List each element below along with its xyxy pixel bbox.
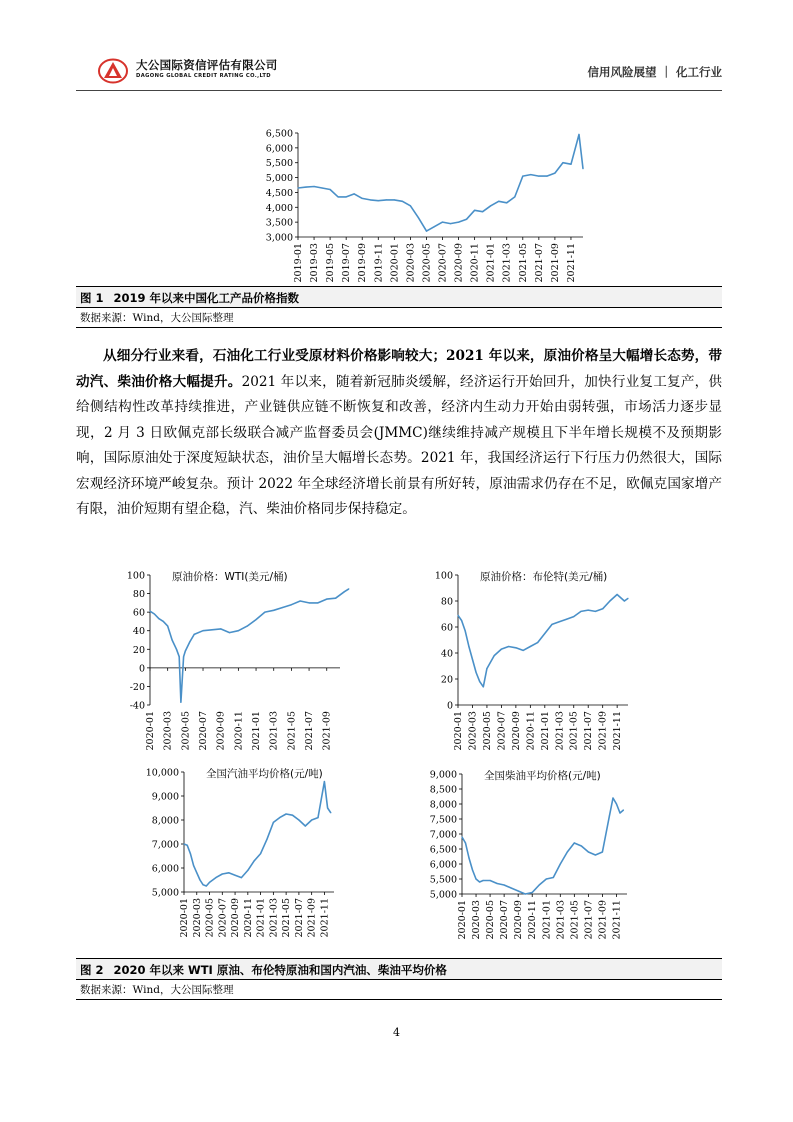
diesel-xtick-label: 2020-09 [513,900,525,940]
wti-data-point [167,626,168,627]
brent-data-point [515,647,516,648]
brent-data-point [595,611,596,612]
gasoline-data-point [187,845,188,846]
chem-xtick-label: 2019-03 [309,243,321,283]
brent-xtick-label: 2021-01 [539,711,551,751]
wti-data-point [172,639,173,640]
chem-data-point [522,176,523,177]
wti-xtick-label: 2021-09 [321,711,333,751]
diesel-xtick-label: 2020-11 [527,900,539,940]
wti-xtick-label: 2020-03 [162,711,174,751]
diesel-data-point [619,812,620,813]
brent-ytick-label: 100 [434,570,453,582]
chem-xtick-label: 2021-03 [501,243,513,283]
diesel-data-point [581,845,582,846]
brent-data-point [530,646,531,647]
gasoline-xtick-label: 2020-07 [217,898,229,938]
chem-data-point [297,187,298,188]
wti-ytick-label: 60 [132,607,145,619]
chem-data-point [305,187,306,188]
gasoline-ytick-label: 7,000 [151,839,179,851]
wti-data-point [348,588,349,589]
gasoline-xtick-label: 2020-11 [242,898,254,938]
diesel-data-point [511,887,512,888]
brent-xtick-label: 2020-07 [496,711,508,751]
chem-data-point [582,168,583,169]
chem-data-point [386,199,387,200]
wti-ytick-label: 100 [126,570,145,582]
wti-data-point [264,612,265,613]
diesel-data-point [539,884,540,885]
body-text: 2021 年以来，随着新冠肺炎缓解，经济运行开始回升，加快行业复工复产，供给侧结构性改革持续推进，产业链供应链不断恢复和改善，经济内生动力开始由弱转强，市场活力逐步显现，2 月 3 日欧佩克部长级联合减产监督委员会(JMMC)继续维持减产规模且下半年增长规模不及预期影响，国际原油处于深度短缺状态，油价呈大幅增长态势。2021 年，我国经济运行下行压力仍然很大，国际宏观经济环境严峻复杂。预计 2022 年全球经济增长前景有所好转，原油需求仍存在不足，欧佩克国家增产有限，油价短期有望企稳，汽、柴油价格同步保持稳定。 [76,373,723,517]
brent-xtick-label: 2020-01 [453,711,464,751]
brent-data-point [573,616,574,617]
brent-data-point [559,621,560,622]
gasoline-ytick-label: 6,000 [151,863,179,875]
diesel-ytick-label: 7,500 [429,814,457,826]
chem-data-point [370,199,371,200]
chem-xtick-label: 2021-11 [565,243,577,283]
gasoline-xtick-label: 2021-07 [293,898,305,938]
chem-data-point [570,164,571,165]
body-bold-lead: 从细分行业来看，石油化工行业受原材料价格影响较大；2021 年以来，原油价格呈大幅增长态势，带动汽、柴油价格大幅提升。 [76,348,722,390]
brent-data-point [627,598,628,599]
wti-data-point [317,602,318,603]
diesel-xtick-label: 2021-03 [555,900,567,940]
gasoline-data-point [235,875,236,876]
brent-data-point [566,619,567,620]
wti-xtick-label: 2020-11 [233,711,245,751]
gasoline-series-line [184,782,331,886]
diesel-data-point [602,851,603,852]
brent-ytick-label: 60 [440,622,453,634]
gasoline-data-point [266,839,267,840]
wti-data-point [180,702,181,703]
chem-data-point [426,231,427,232]
chem-xtick-label: 2021-05 [517,243,529,283]
chem-xtick-label: 2019-05 [325,243,337,283]
brent-xtick-label: 2021-05 [568,711,580,751]
chem-xtick-label: 2020-01 [389,243,401,283]
gasoline-xtick-label: 2021-03 [268,898,280,938]
gasoline-data-point [199,879,200,880]
diesel-ytick-label: 9,000 [429,769,457,781]
brent-data-point [624,600,625,601]
wti-xtick-label: 2020-01 [145,711,156,751]
brent-data-point [501,649,502,650]
chem-data-point [506,202,507,203]
gasoline-data-point [317,817,318,818]
chem-ytick-label: 6,000 [265,143,293,155]
wti-xtick-label: 2020-09 [215,711,227,751]
gasoline-data-point [247,870,248,871]
diesel-xtick-label: 2021-01 [541,900,553,940]
diesel-data-point [518,890,519,891]
diesel-data-point [472,869,473,870]
chem-data-point [458,222,459,223]
brent-data-point [544,633,545,634]
chem-ytick-label: 5,000 [265,173,293,185]
wti-data-point [273,610,274,611]
gasoline-ytick-label: 8,000 [151,815,179,827]
diesel-xtick-label: 2021-11 [611,900,623,940]
diesel-data-point [595,854,596,855]
chem-xtick-label: 2021-07 [533,243,545,283]
chem-xtick-label: 2020-07 [437,243,449,283]
gasoline-ytick-label: 5,000 [151,887,179,899]
chem-xtick-label: 2020-03 [405,243,417,283]
gasoline-data-point [292,815,293,816]
gasoline-ytick-label: 9,000 [151,791,179,803]
chem-xtick-label: 2020-05 [421,243,433,283]
gasoline-xtick-label: 2020-05 [204,898,216,938]
brent-xtick-label: 2020-05 [481,711,493,751]
chem-data-point [474,210,475,211]
chem-data-point [354,193,355,194]
chem-data-point [322,187,323,188]
brent-data-point [457,615,458,616]
gasoline-xtick-label: 2021-01 [255,898,267,938]
brent-xtick-label: 2020-09 [510,711,522,751]
gasoline-data-point [196,872,197,873]
gasoline-data-point [206,885,207,886]
chem-data-point [434,226,435,227]
chem-price-index-chart [250,125,610,285]
gasoline-data-point [311,819,312,820]
gasoline-data-point [305,825,306,826]
gasoline-chart-title: 全国汽油平均价格(元/吨) [206,768,323,780]
gasoline-data-point [241,877,242,878]
wti-data-point [158,618,159,619]
brent-data-point [523,650,524,651]
gasoline-data-point [190,853,191,854]
brent-data-point [461,620,462,621]
chem-data-point [418,217,419,218]
report-section-label: 信用风险展望 ｜ 化工行业 [587,65,722,79]
diesel-data-point [612,797,613,798]
chem-data-point [530,174,531,175]
diesel-data-point [468,857,469,858]
chem-ytick-label: 3,000 [265,232,293,244]
brent-xtick-label: 2020-11 [525,711,537,751]
diesel-xtick-label: 2021-07 [583,900,595,940]
gasoline-xtick-label: 2020-09 [230,898,242,938]
diesel-data-point [490,880,491,881]
gasoline-data-point [193,865,194,866]
diesel-ytick-label: 5,500 [429,874,457,886]
chem-ytick-label: 4,000 [265,202,293,214]
brent-data-point [486,668,487,669]
wti-data-point [255,619,256,620]
brent-xtick-label: 2021-07 [583,711,595,751]
diesel-data-point [504,884,505,885]
brent-data-point [580,611,581,612]
chem-data-point [338,196,339,197]
wti-ytick-label: 0 [138,663,145,675]
brent-ytick-label: 0 [446,700,453,712]
wti-ytick-label: -40 [129,700,145,712]
brent-data-point [479,681,480,682]
brent-data-point [551,624,552,625]
wti-data-point [229,632,230,633]
diesel-data-point [532,892,533,893]
gasoline-data-point [254,860,255,861]
chem-data-point [346,196,347,197]
chem-data-point [498,201,499,202]
gasoline-data-point [203,884,204,885]
diesel-data-point [574,842,575,843]
wti-data-point [185,651,186,652]
gasoline-xtick-label: 2021-05 [281,898,293,938]
chem-data-point [330,189,331,190]
diesel-ytick-label: 6,500 [429,844,457,856]
chem-ytick-label: 6,500 [265,128,293,140]
diesel-xtick-label: 2020-07 [499,900,511,940]
chem-xtick-label: 2020-11 [469,243,481,283]
brent-data-point [494,655,495,656]
chem-data-point [378,200,379,201]
brent-data-point [468,646,469,647]
brent-data-point [472,659,473,660]
wti-data-point [291,604,292,605]
chem-ytick-label: 5,500 [265,158,293,170]
figure1-source: 数据来源：Wind，大公国际整理 [76,308,722,328]
chem-xtick-label: 2020-09 [453,243,465,283]
chem-data-point [546,176,547,177]
figure2-title: 2020 年以来 WTI 原油、布伦特原油和国内汽油、柴油平均价格 [113,963,447,977]
wti-data-point [309,602,310,603]
wti-data-point [220,628,221,629]
figure1-label: 图 1 [80,291,104,305]
gasoline-data-point [298,819,299,820]
brent-data-point [617,594,618,595]
gasoline-data-point [327,807,328,808]
figure2-source: 数据来源：Wind，大公国际整理 [76,980,722,1000]
diesel-xtick-label: 2020-05 [485,900,497,940]
gasoline-data-point [183,843,184,844]
wti-ytick-label: 40 [132,626,145,638]
figure1-caption [76,286,722,308]
diesel-data-point [567,851,568,852]
wti-xtick-label: 2021-05 [286,711,298,751]
chem-data-point [362,198,363,199]
chem-series-line [298,135,583,232]
dagong-logo-icon [98,58,128,84]
gasoline-ytick-label: 10,000 [145,767,179,779]
gasoline-data-point [330,812,331,813]
diesel-data-point [475,878,476,879]
chem-data-point [490,205,491,206]
wti-data-point [344,591,345,592]
diesel-xtick-label: 2020-03 [471,900,483,940]
gasoline-data-point [273,822,274,823]
body-paragraph [76,344,722,523]
chem-xtick-label: 2019-01 [293,243,304,283]
diesel-data-point [588,851,589,852]
diesel-chart-title: 全国柴油平均价格(元/吨) [484,770,601,782]
page-number: 4 [393,1026,400,1039]
diesel-data-point [616,803,617,804]
gasoline-data-point [215,877,216,878]
chem-ytick-label: 3,500 [265,217,293,229]
gasoline-xtick-label: 2021-11 [319,898,331,938]
figure1-title: 2019 年以来中国化工产品价格指数 [113,291,300,305]
gasoline-xtick-label: 2020-03 [191,898,203,938]
chem-data-point [466,219,467,220]
wti-chart-title: 原油价格：WTI(美元/桶) [172,571,288,583]
gasoline-data-point [228,872,229,873]
chem-ytick-label: 4,500 [265,187,293,199]
chem-data-point [410,205,411,206]
wti-ytick-label: 20 [132,644,145,656]
chem-data-point [514,196,515,197]
brent-data-point [609,600,610,601]
wti-xtick-label: 2021-03 [268,711,280,751]
wti-data-point [149,611,150,612]
diesel-data-point [553,877,554,878]
brent-oil-price-chart [412,565,672,765]
gasoline-data-point [222,873,223,874]
gasoline-data-point [260,853,261,854]
diesel-ytick-label: 5,000 [429,889,457,901]
diesel-data-point [479,881,480,882]
chem-data-point [482,211,483,212]
brent-data-point [465,630,466,631]
chem-data-point [538,176,539,177]
diesel-xtick-label: 2021-05 [569,900,581,940]
chem-xtick-label: 2019-09 [357,243,369,283]
company-name-cn: 大公国际资信评估有限公司 [136,58,278,72]
wti-data-point [238,630,239,631]
diesel-data-point [560,863,561,864]
brent-xtick-label: 2021-11 [612,711,624,751]
brent-chart-title: 原油价格：布伦特(美元/桶) [480,571,608,583]
diesel-data-point [609,815,610,816]
wti-data-point [202,630,203,631]
brent-ytick-label: 20 [440,674,453,686]
wti-data-point [183,656,184,657]
wti-data-point [179,656,180,657]
chem-data-point [562,162,563,163]
wti-series-line [150,589,349,702]
gasoline-data-point [324,781,325,782]
gasoline-data-point [279,817,280,818]
diesel-data-point [525,893,526,894]
chem-xtick-label: 2019-11 [373,243,385,283]
brent-data-point [602,608,603,609]
chem-xtick-label: 2019-07 [341,243,353,283]
wti-ytick-label: -20 [129,681,145,693]
brent-data-point [588,610,589,611]
diesel-data-point [497,883,498,884]
diesel-ytick-label: 7,000 [429,829,457,841]
figure2-label: 图 2 [80,963,104,977]
page-header [76,48,722,90]
brent-data-point [537,642,538,643]
diesel-ytick-label: 6,000 [429,859,457,871]
diesel-data-point [483,880,484,881]
wti-data-point [189,641,190,642]
brent-data-point [476,672,477,673]
wti-xtick-label: 2021-01 [251,711,263,751]
wti-oil-price-chart [100,565,360,765]
diesel-ytick-label: 8,000 [429,799,457,811]
gasoline-data-point [286,813,287,814]
diesel-xtick-label: 2020-01 [457,900,468,940]
gasoline-data-point [209,882,210,883]
diesel-data-point [461,836,462,837]
gasoline-xtick-label: 2020-01 [179,898,190,938]
wti-data-point [335,598,336,599]
brent-ytick-label: 40 [440,648,453,660]
wti-xtick-label: 2021-07 [304,711,316,751]
chem-data-point [554,173,555,174]
chem-data-point [442,222,443,223]
diesel-data-point [465,842,466,843]
wti-xtick-label: 2020-07 [198,711,210,751]
diesel-price-chart [412,762,672,957]
figure2-caption [76,958,722,980]
diesel-series-line [462,798,624,894]
brent-xtick-label: 2021-09 [597,711,609,751]
gasoline-price-chart [100,762,360,957]
header-divider [76,90,722,91]
wti-data-point [163,621,164,622]
diesel-data-point [623,809,624,810]
diesel-ytick-label: 8,500 [429,784,457,796]
wti-data-point [154,613,155,614]
brent-xtick-label: 2020-03 [467,711,479,751]
chem-data-point [314,186,315,187]
wti-ytick-label: 80 [132,589,145,601]
wti-data-point [194,634,195,635]
wti-data-point [211,629,212,630]
wti-data-point [326,599,327,600]
wti-data-point [300,600,301,601]
wti-data-point [247,626,248,627]
brent-data-point [508,646,509,647]
chem-data-point [578,134,579,135]
brent-ytick-label: 80 [440,596,453,608]
chem-data-point [402,201,403,202]
chem-data-point [394,199,395,200]
gasoline-xtick-label: 2021-09 [306,898,318,938]
brent-data-point [483,686,484,687]
chem-data-point [450,223,451,224]
chem-xtick-label: 2021-01 [485,243,497,283]
diesel-xtick-label: 2021-09 [597,900,609,940]
chem-xtick-label: 2021-09 [549,243,561,283]
wti-xtick-label: 2020-05 [180,711,192,751]
wti-data-point [282,607,283,608]
diesel-data-point [546,878,547,879]
wti-data-point [176,649,177,650]
company-name-en: DAGONG GLOBAL CREDIT RATING CO.,LTD [136,73,272,79]
brent-xtick-label: 2021-03 [554,711,566,751]
